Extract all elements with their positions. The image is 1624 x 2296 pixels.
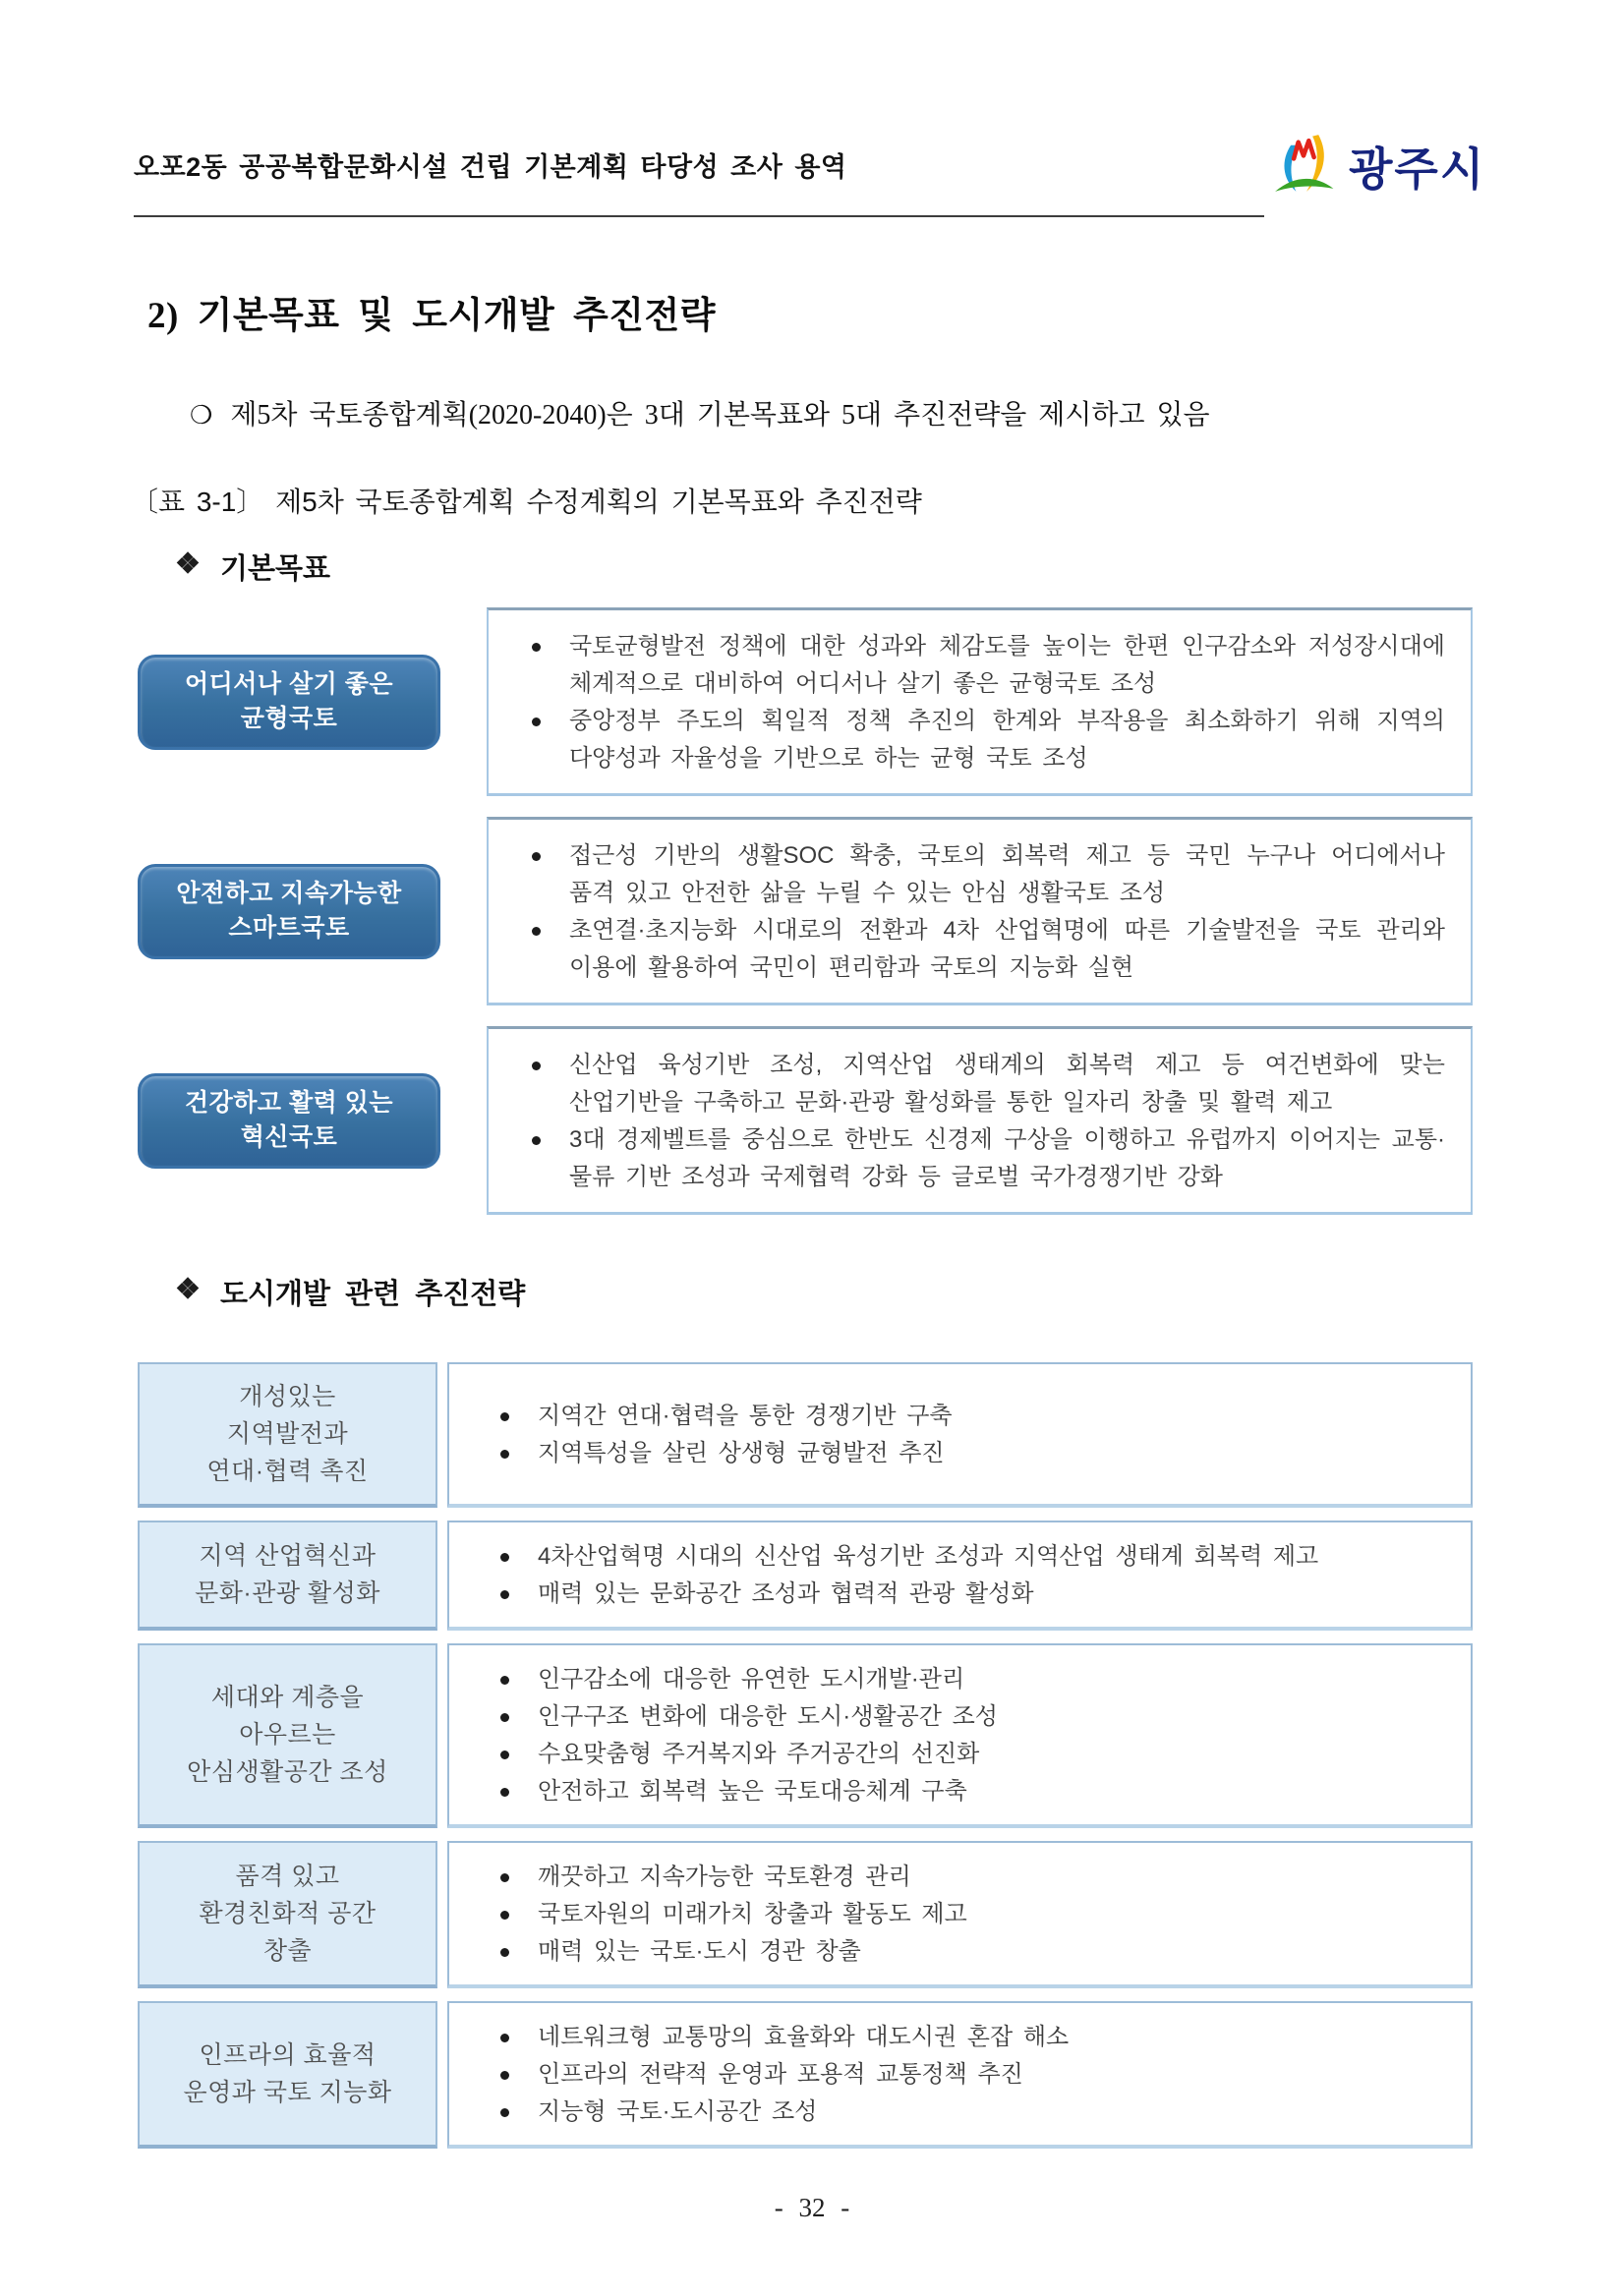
goals-heading-label: 기본목표 <box>220 553 331 585</box>
strategy-bullet-item: 지역특성을 살린 상생형 균형발전 추진 <box>487 1435 1447 1472</box>
strategy-content-box <box>447 1643 1473 1828</box>
strategy-row <box>138 2001 1473 2149</box>
strategy-row <box>138 1362 1473 1508</box>
goal-label-cell <box>138 1073 487 1169</box>
strategy-bullet-item: 수요맞춤형 주거복지와 주거공간의 선진화 <box>487 1736 1447 1773</box>
goal-row <box>138 607 1473 796</box>
strategy-row <box>138 1841 1473 1988</box>
diamond-bullet-icon: ❖ <box>175 548 201 580</box>
strategy-bullet-list <box>487 1859 1447 1971</box>
page-number: - 32 - <box>774 2193 850 2222</box>
strategy-bullet-item: 인구구조 변화에 대응한 도시·생활공간 조성 <box>487 1698 1447 1736</box>
strategy-bullet-item: 국토자원의 미래가치 창출과 활동도 제고 <box>487 1896 1447 1933</box>
table-caption: 〔표 3-1〕 제5차 국토종합계획 수정계획의 기본목표와 추진전략 <box>131 487 922 517</box>
strategy-label: 지역 산업혁신과 문화·관광 활성화 <box>138 1521 437 1631</box>
goal-bullet-list <box>518 837 1445 987</box>
circle-bullet-icon: ❍ <box>190 401 213 430</box>
goal-content-box <box>487 1026 1473 1215</box>
goal-bullet-item: 신산업 육성기반 조성, 지역산업 생태계의 회복력 제고 등 여건변화에 맞는 산업기반을 구축하고 문화·관광 활성화를 통한 일자리 창출 및 활력 제고 <box>518 1047 1445 1121</box>
strategy-row <box>138 1643 1473 1828</box>
goal-bullet-list <box>518 628 1445 777</box>
header-divider <box>134 215 1264 217</box>
strategy-bullet-item: 4차산업혁명 시대의 신산업 육성기반 조성과 지역산업 생태계 회복력 제고 <box>487 1538 1447 1576</box>
goal-content-box <box>487 817 1473 1005</box>
goal-label: 어디서나 살기 좋은 균형국토 <box>138 655 440 750</box>
strategy-bullet-item: 깨끗하고 지속가능한 국토환경 관리 <box>487 1859 1447 1896</box>
strategy-bullet-item: 매력 있는 문화공간 조성과 협력적 관광 활성화 <box>487 1576 1447 1613</box>
strategy-bullet-list <box>487 1398 1447 1472</box>
strategy-label: 품격 있고 환경친화적 공간 창출 <box>138 1841 437 1988</box>
goal-row <box>138 817 1473 1005</box>
strategy-bullet-item: 인프라의 전략적 운영과 포용적 교통정책 추진 <box>487 2056 1447 2094</box>
strategy-content-box <box>447 1362 1473 1508</box>
lead-paragraph <box>190 393 1478 432</box>
strategy-bullet-item: 인구감소에 대응한 유연한 도시개발·관리 <box>487 1661 1447 1698</box>
strategy-row <box>138 1521 1473 1631</box>
section-heading: 2) 기본목표 및 도시개발 추진전략 <box>147 296 716 336</box>
strategy-label: 개성있는 지역발전과 연대·협력 촉진 <box>138 1362 437 1508</box>
diamond-bullet-icon: ❖ <box>175 1274 201 1305</box>
goal-bullet-item: 중앙정부 주도의 획일적 정책 추진의 한계와 부작용을 최소화하기 위해 지역의 다양성과 자율성을 기반으로 하는 균형 국토 조성 <box>518 703 1445 777</box>
goal-label: 건강하고 활력 있는 혁신국토 <box>138 1073 440 1169</box>
goal-bullet-item: 국토균형발전 정책에 대한 성과와 체감도를 높이는 한편 인구감소와 저성장시대에 체계적으로 대비하여 어디서나 살기 좋은 균형국토 조성 <box>518 628 1445 703</box>
strategies-table <box>138 1362 1473 2149</box>
strategies-heading-label: 도시개발 관련 추진전략 <box>220 1279 526 1310</box>
goal-label-cell <box>138 864 487 959</box>
strategies-section-heading <box>175 1272 525 1312</box>
goals-table <box>138 607 1473 1215</box>
strategy-bullet-item: 네트워크형 교통망의 효율화와 대도시권 혼잡 해소 <box>487 2019 1447 2056</box>
document-header-title: 오포2동 공공복합문화시설 건립 기본계획 타당성 조사 용역 <box>134 152 847 182</box>
strategy-bullet-item: 지역간 연대·협력을 통한 경쟁기반 구축 <box>487 1398 1447 1435</box>
strategy-content-box <box>447 1841 1473 1988</box>
goal-bullet-list <box>518 1047 1445 1196</box>
goal-label-cell <box>138 655 487 750</box>
strategy-bullet-list <box>487 1538 1447 1613</box>
strategy-bullet-list <box>487 2019 1447 2131</box>
goals-section-heading <box>175 546 330 587</box>
goal-bullet-item: 3대 경제벨트를 중심으로 한반도 신경제 구상을 이행하고 유럽까지 이어지는 교통·물류 기반 조성과 국제협력 강화 등 글로벌 국가경쟁기반 강화 <box>518 1121 1445 1196</box>
gwangju-emblem-icon <box>1266 126 1341 205</box>
city-name-label: 광주시 <box>1349 143 1486 195</box>
goal-row <box>138 1026 1473 1215</box>
strategy-bullet-item: 매력 있는 국토·도시 경관 창출 <box>487 1933 1447 1971</box>
goal-bullet-item: 초연결·초지능화 시대로의 전환과 4차 산업혁명에 따른 기술발전을 국토 관리와 이용에 활용하여 국민이 편리함과 국토의 지능화 실현 <box>518 912 1445 987</box>
strategy-content-box <box>447 2001 1473 2149</box>
strategy-label: 인프라의 효율적 운영과 국토 지능화 <box>138 2001 437 2149</box>
strategy-label: 세대와 계층을 아우르는 안심생활공간 조성 <box>138 1643 437 1828</box>
strategy-bullet-list <box>487 1661 1447 1810</box>
goal-bullet-item: 접근성 기반의 생활SOC 확충, 국토의 회복력 제고 등 국민 누구나 어디에서나 품격 있고 안전한 삶을 누릴 수 있는 안심 생활국토 조성 <box>518 837 1445 912</box>
lead-text: 제5차 국토종합계획(2020-2040)은 3대 기본목표와 5대 추진전략을 제시하고 있음 <box>230 400 1210 430</box>
gwangju-city-logo <box>1266 126 1485 205</box>
strategy-bullet-item: 지능형 국토·도시공간 조성 <box>487 2094 1447 2131</box>
strategy-content-box <box>447 1521 1473 1631</box>
strategy-bullet-item: 안전하고 회복력 높은 국토대응체계 구축 <box>487 1773 1447 1810</box>
goal-label: 안전하고 지속가능한 스마트국토 <box>138 864 440 959</box>
goal-content-box <box>487 607 1473 796</box>
